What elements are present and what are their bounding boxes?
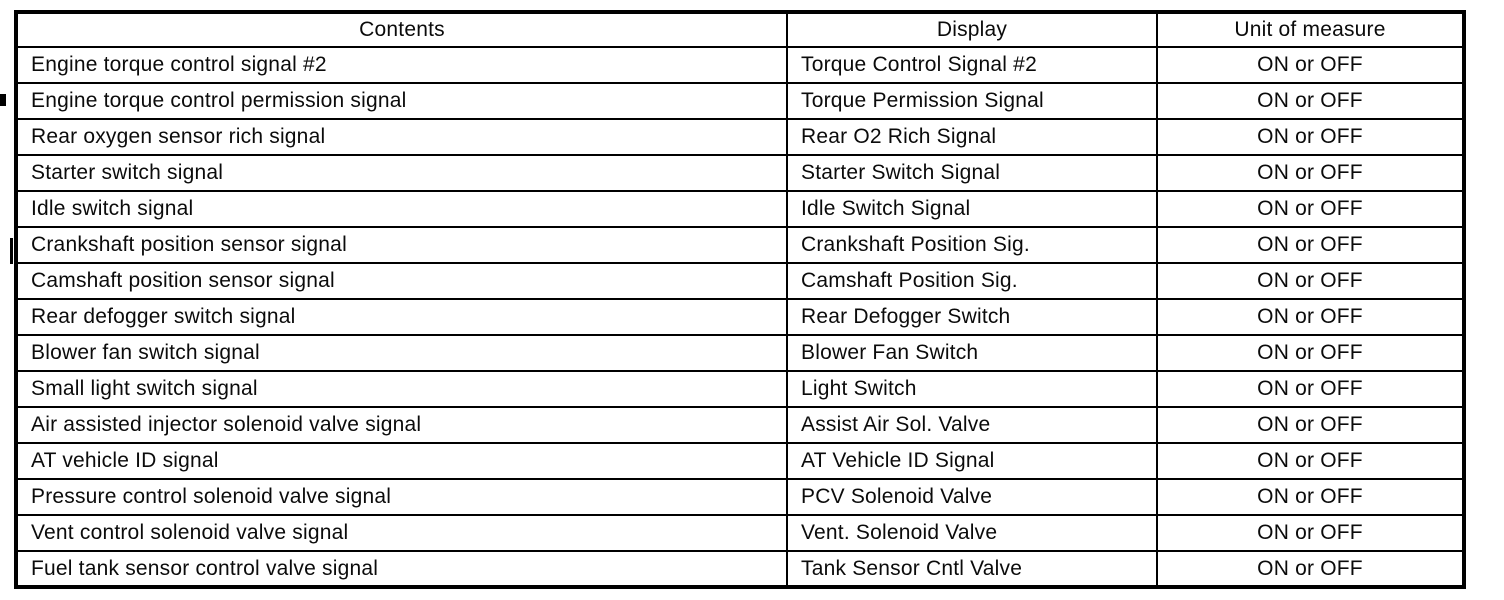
cell-unit: ON or OFF xyxy=(1157,335,1464,371)
cell-unit: ON or OFF xyxy=(1157,83,1464,119)
cell-contents: Vent control solenoid valve signal xyxy=(16,515,787,551)
cell-display: Blower Fan Switch xyxy=(787,335,1157,371)
cell-display: Torque Control Signal #2 xyxy=(787,47,1157,83)
table-row xyxy=(16,191,1464,227)
table-row xyxy=(16,443,1464,479)
signal-display-table xyxy=(14,10,1466,589)
cell-contents: Air assisted injector solenoid valve signal xyxy=(16,407,787,443)
cell-contents: Idle switch signal xyxy=(16,191,787,227)
cell-contents: Pressure control solenoid valve signal xyxy=(16,479,787,515)
cell-display: Idle Switch Signal xyxy=(787,191,1157,227)
cell-unit: ON or OFF xyxy=(1157,551,1464,587)
table-row xyxy=(16,551,1464,587)
cell-contents: Rear defogger switch signal xyxy=(16,299,787,335)
cell-display: Camshaft Position Sig. xyxy=(787,263,1157,299)
cell-display: Crankshaft Position Sig. xyxy=(787,227,1157,263)
table-row xyxy=(16,155,1464,191)
scan-artifact xyxy=(10,238,13,264)
cell-display: AT Vehicle ID Signal xyxy=(787,443,1157,479)
cell-contents: Camshaft position sensor signal xyxy=(16,263,787,299)
table-row xyxy=(16,83,1464,119)
cell-contents: Fuel tank sensor control valve signal xyxy=(16,551,787,587)
cell-unit: ON or OFF xyxy=(1157,263,1464,299)
table-row xyxy=(16,407,1464,443)
cell-contents: AT vehicle ID signal xyxy=(16,443,787,479)
cell-unit: ON or OFF xyxy=(1157,479,1464,515)
cell-display: Assist Air Sol. Valve xyxy=(787,407,1157,443)
cell-unit: ON or OFF xyxy=(1157,443,1464,479)
cell-contents: Rear oxygen sensor rich signal xyxy=(16,119,787,155)
cell-display: PCV Solenoid Valve xyxy=(787,479,1157,515)
scan-artifact xyxy=(0,94,6,106)
table-row xyxy=(16,515,1464,551)
cell-contents: Engine torque control permission signal xyxy=(16,83,787,119)
header-contents: Contents xyxy=(16,12,787,47)
cell-unit: ON or OFF xyxy=(1157,299,1464,335)
table-row xyxy=(16,479,1464,515)
cell-unit: ON or OFF xyxy=(1157,47,1464,83)
cell-display: Rear O2 Rich Signal xyxy=(787,119,1157,155)
cell-display: Rear Defogger Switch xyxy=(787,299,1157,335)
cell-contents: Crankshaft position sensor signal xyxy=(16,227,787,263)
table-row xyxy=(16,335,1464,371)
cell-unit: ON or OFF xyxy=(1157,407,1464,443)
cell-contents: Blower fan switch signal xyxy=(16,335,787,371)
table-body xyxy=(16,47,1464,587)
cell-display: Vent. Solenoid Valve xyxy=(787,515,1157,551)
header-unit: Unit of measure xyxy=(1157,12,1464,47)
cell-contents: Engine torque control signal #2 xyxy=(16,47,787,83)
cell-display: Torque Permission Signal xyxy=(787,83,1157,119)
table-row xyxy=(16,299,1464,335)
header-row xyxy=(16,12,1464,47)
cell-unit: ON or OFF xyxy=(1157,119,1464,155)
cell-contents: Small light switch signal xyxy=(16,371,787,407)
table-row xyxy=(16,47,1464,83)
table-row xyxy=(16,227,1464,263)
cell-unit: ON or OFF xyxy=(1157,191,1464,227)
cell-contents: Starter switch signal xyxy=(16,155,787,191)
table-row xyxy=(16,263,1464,299)
cell-display: Starter Switch Signal xyxy=(787,155,1157,191)
cell-unit: ON or OFF xyxy=(1157,371,1464,407)
table-row xyxy=(16,119,1464,155)
cell-unit: ON or OFF xyxy=(1157,155,1464,191)
cell-display: Light Switch xyxy=(787,371,1157,407)
cell-display: Tank Sensor Cntl Valve xyxy=(787,551,1157,587)
cell-unit: ON or OFF xyxy=(1157,227,1464,263)
table-header xyxy=(16,12,1464,47)
header-display: Display xyxy=(787,12,1157,47)
table-row xyxy=(16,371,1464,407)
cell-unit: ON or OFF xyxy=(1157,515,1464,551)
